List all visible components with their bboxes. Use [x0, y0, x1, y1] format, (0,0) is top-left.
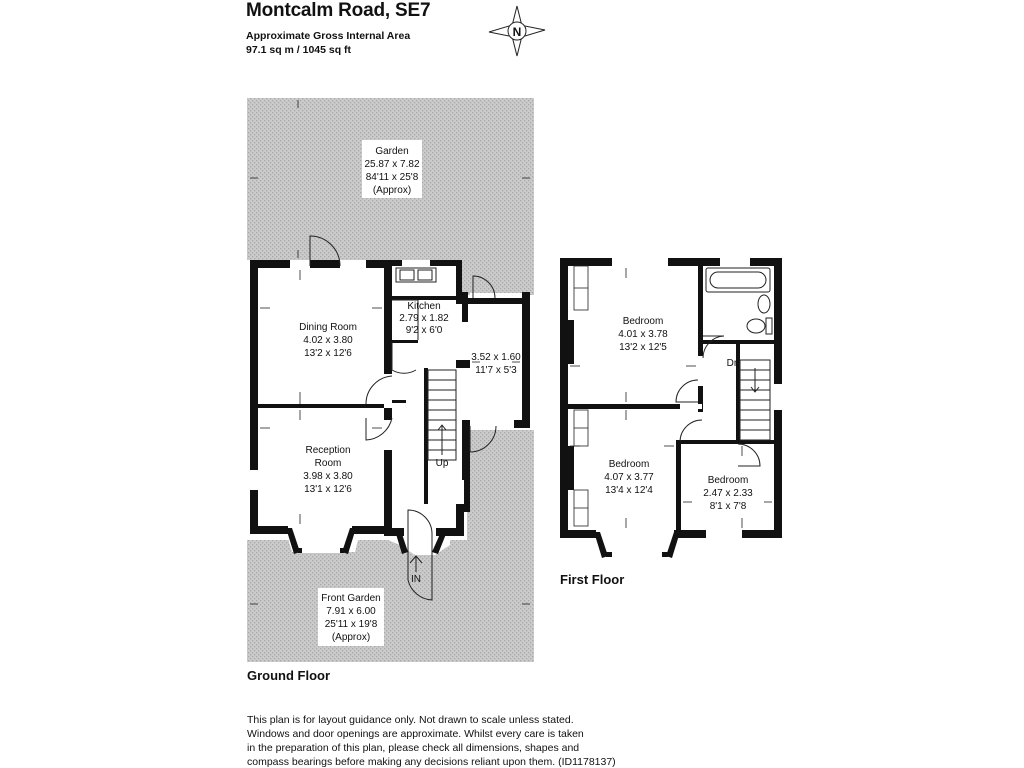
area-value: 97.1 sq m / 1045 sq ft	[246, 44, 352, 56]
garden-metric: 25.87 x 7.82	[364, 159, 420, 170]
area-label: Approximate Gross Internal Area	[246, 30, 411, 42]
reception-room-metric: 3.98 x 3.80	[303, 471, 353, 482]
disclaimer-line1: This plan is for layout guidance only. Not drawn to scale unless stated.	[247, 714, 574, 726]
dining-room-name: Dining Room	[299, 322, 357, 333]
dining-room-imperial: 13'2 x 12'6	[304, 348, 352, 359]
front-garden-name: Front Garden	[321, 593, 381, 604]
stairs-down-label: Dn	[726, 358, 740, 369]
first-floor-plan	[560, 258, 782, 558]
kitchen-name: Kitchen	[407, 301, 441, 312]
dining-room-metric: 4.02 x 3.80	[303, 335, 353, 346]
bedroom1-metric: 4.01 x 3.78	[618, 329, 668, 340]
bedroom3-imperial: 8'1 x 7'8	[709, 501, 747, 512]
bedroom2-name: Bedroom	[608, 459, 650, 470]
ground-floor-label: Ground Floor	[247, 668, 331, 683]
reception-room-name-line2: Room	[314, 458, 342, 469]
bedroom3-metric: 2.47 x 2.33	[703, 488, 753, 499]
bedroom3-name: Bedroom	[707, 475, 749, 486]
stairs-up-label: Up	[435, 458, 449, 469]
page-title: Montcalm Road, SE7	[246, 0, 431, 21]
compass-north-label: N	[512, 25, 522, 39]
front-garden-area	[247, 540, 534, 662]
disclaimer-line3: in the preparation of this plan, please check all dimensions, shapes and	[247, 742, 580, 754]
compass-rose	[489, 6, 545, 56]
disclaimer-line2: Windows and door openings are approximate. Whilst every care is taken	[247, 728, 584, 740]
bedroom1-imperial: 13'2 x 12'5	[619, 342, 667, 353]
garden-note: (Approx)	[372, 185, 412, 196]
reception-room-name-line1: Reception	[305, 445, 351, 456]
disclaimer	[247, 713, 616, 768]
utility-imperial: 11'7 x 5'3	[475, 365, 517, 376]
front-garden-note: (Approx)	[331, 632, 371, 643]
reception-room-imperial: 13'1 x 12'6	[304, 484, 352, 495]
entrance-label: IN	[411, 574, 421, 585]
bedroom2-metric: 4.07 x 3.77	[604, 472, 654, 483]
garden-imperial: 84'11 x 25'8	[365, 172, 419, 183]
front-garden-metric: 7.91 x 6.00	[326, 606, 376, 617]
front-garden-imperial: 25'11 x 19'8	[324, 619, 378, 630]
utility-metric: 3.52 x 1.60	[471, 352, 521, 363]
first-floor-label: First Floor	[560, 572, 625, 587]
kitchen-imperial: 9'2 x 6'0	[405, 325, 443, 336]
ground-floor-plan	[247, 98, 534, 662]
garden-name: Garden	[375, 146, 409, 157]
disclaimer-line4: compass bearings before making any decisions reliant upon them. (ID1178137)	[247, 756, 616, 768]
bedroom1-name: Bedroom	[622, 316, 664, 327]
kitchen-metric: 2.79 x 1.82	[399, 313, 449, 324]
bedroom2-imperial: 13'4 x 12'4	[605, 485, 653, 496]
